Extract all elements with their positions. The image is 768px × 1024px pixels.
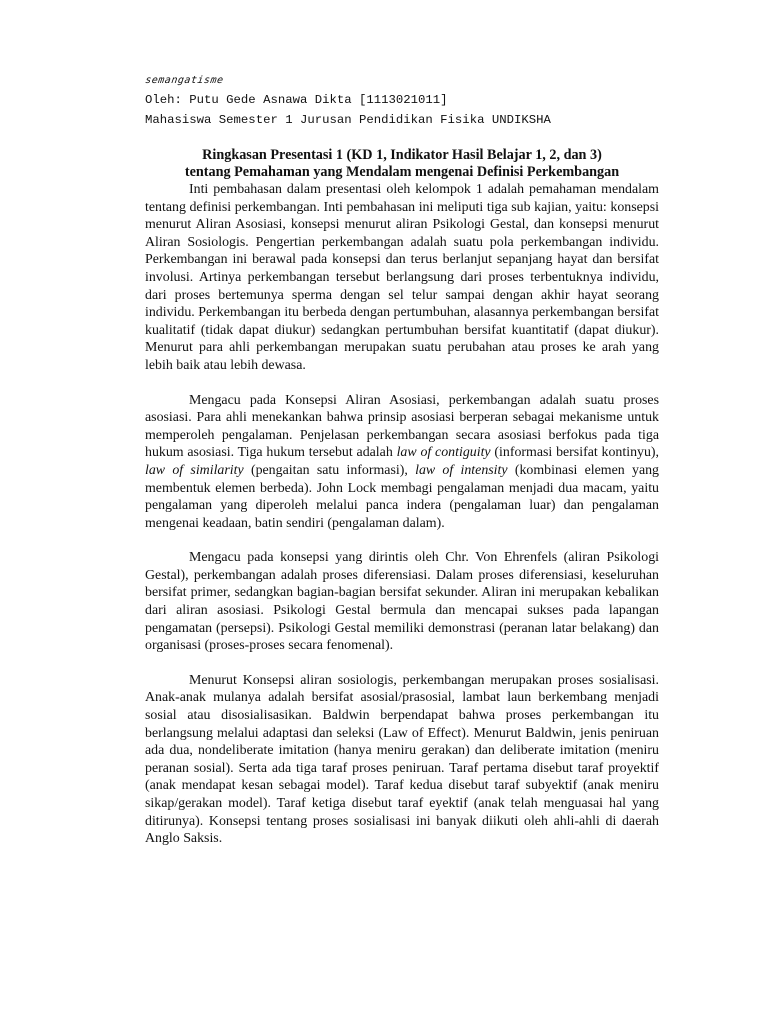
paragraph-2-text-a: Mengacu pada Konsepsi Aliran Asosiasi, perkembangan adalah suatu proses asosiasi. Para ahli menekankan bahwa prinsip asosiasi berperan sebagai mekanisme untuk memperoleh pengalaman. Penjelasan perkembangan secara asosiasi berfokus pada tiga hukum asosiasi. Tiga hukum tersebut adalah: [145, 392, 659, 461]
student-line: Mahasiswa Semester 1 Jurusan Pendidikan Fisika UNDIKSHA: [145, 113, 551, 127]
paragraph-4: Menurut Konsepsi aliran sosiologis, perkembangan merupakan proses sosialisasi. Anak-anak mulanya adalah bersifat asosial/prasosial, lambat laun berkembang menjadi sosial atau disosialisasikan. Baldwin berpendapat bahwa proses perkembangan itu berlangsung melalui adaptasi dan seleksi (Law of Effect). Menurut Baldwin, jenis peniruan ada dua, nondeliberate imitation (hanya meniru gerakan) dan deliberate imitation (meniru peranan sosial). Serta ada tiga taraf proses peniruan. Taraf pertama disebut taraf proyektif (anak mendapat kesan sebagai model). Taraf kedua disebut taraf subyektif (anak meniru sikap/gerakan model). Taraf ketiga disebut taraf eyektif (anak telah menguasai hal yang ditirunya). Konsepsi tentang proses sosialisasi ini banyak diikuti oleh ahli-ahli di daerah Anglo Saksis.: [145, 672, 659, 847]
paragraph-2: [145, 392, 659, 533]
law-of-contiguity: law of contiguity: [396, 445, 491, 461]
document-header: [145, 74, 665, 130]
document-title: [145, 147, 659, 181]
paragraph-1: Inti pembahasan dalam presentasi oleh kelompok 1 adalah pemahaman mendalam tentang definisi perkembangan. Inti pembahasan ini meliputi tiga sub kajian, yaitu: konsepsi menurut Aliran Asosiasi, konsepsi menurut aliran Psikologi Gestal, dan konsepsi menurut Aliran Sosiologis. Pengertian perkembangan adalah suatu pola perkembangan individu. Perkembangan ini berawal pada konsepsi dan terus berlanjut sepanjang hayat dan bersifat involusi. Artinya perkembangan tersebut berlangsung dari proses terbentuknya individu, dari proses bertemunya sperma dengan sel telur sampai dengan akhir hayat seorang individu. Perkembangan itu berbeda dengan pertumbuhan, alasannya perkembangan bersifat kualitatif (tidak dapat diukur) sedangkan pertumbuhan bersifat kuantitatif (dapat diukur). Menurut para ahli perkembangan merupakan suatu perubahan atau proses ke arah yang lebih baik atau lebih dewasa.: [145, 182, 659, 373]
paragraph-2-text-c: (pengaitan satu informasi),: [243, 462, 416, 478]
title-line-1: Ringkasan Presentasi 1 (KD 1, Indikator Hasil Belajar 1, 2, dan 3): [202, 147, 602, 163]
paragraph-2-text-d: (kombinasi elemen yang membentuk elemen berbeda). John Lock membagi pengalaman menjadi dua macam, yaitu pengalaman yang diperoleh melalui panca indera (pengalaman luar) dan pengalaman mengenai keadaan, batin sendiri (pengalaman dalam).: [145, 462, 659, 531]
law-of-similarity: law of similarity: [145, 462, 244, 478]
law-of-intensity: law of intensity: [415, 462, 508, 478]
document-body: [145, 147, 659, 848]
paragraph-3: Mengacu pada konsepsi yang dirintis oleh Chr. Von Ehrenfels (aliran Psikologi Gestal), perkembangan adalah proses diferensiasi. Dalam proses diferensiasi, keseluruhan bersifat primer, sedangkan bagian-bagian bersifat sekunder. Aliran ini merupakan kebalikan dari aliran asosiasi. Psikologi Gestal bermula dan mencapai sukses pada lapangan pengamatan (persepsi). Psikologi Gestal memiliki demonstrasi (peranan latar belakang) dan organisasi (proses-proses secara fenomenal).: [145, 550, 659, 654]
author-line: Oleh: Putu Gede Asnawa Dikta [1113021011]: [145, 93, 448, 107]
brand-watermark: semangatisme: [144, 75, 225, 86]
paragraph-2-text-b: (informasi bersifat kontinyu),: [490, 445, 660, 461]
title-line-2: tentang Pemahaman yang Mendalam mengenai Definisi Perkembangan: [184, 164, 620, 180]
